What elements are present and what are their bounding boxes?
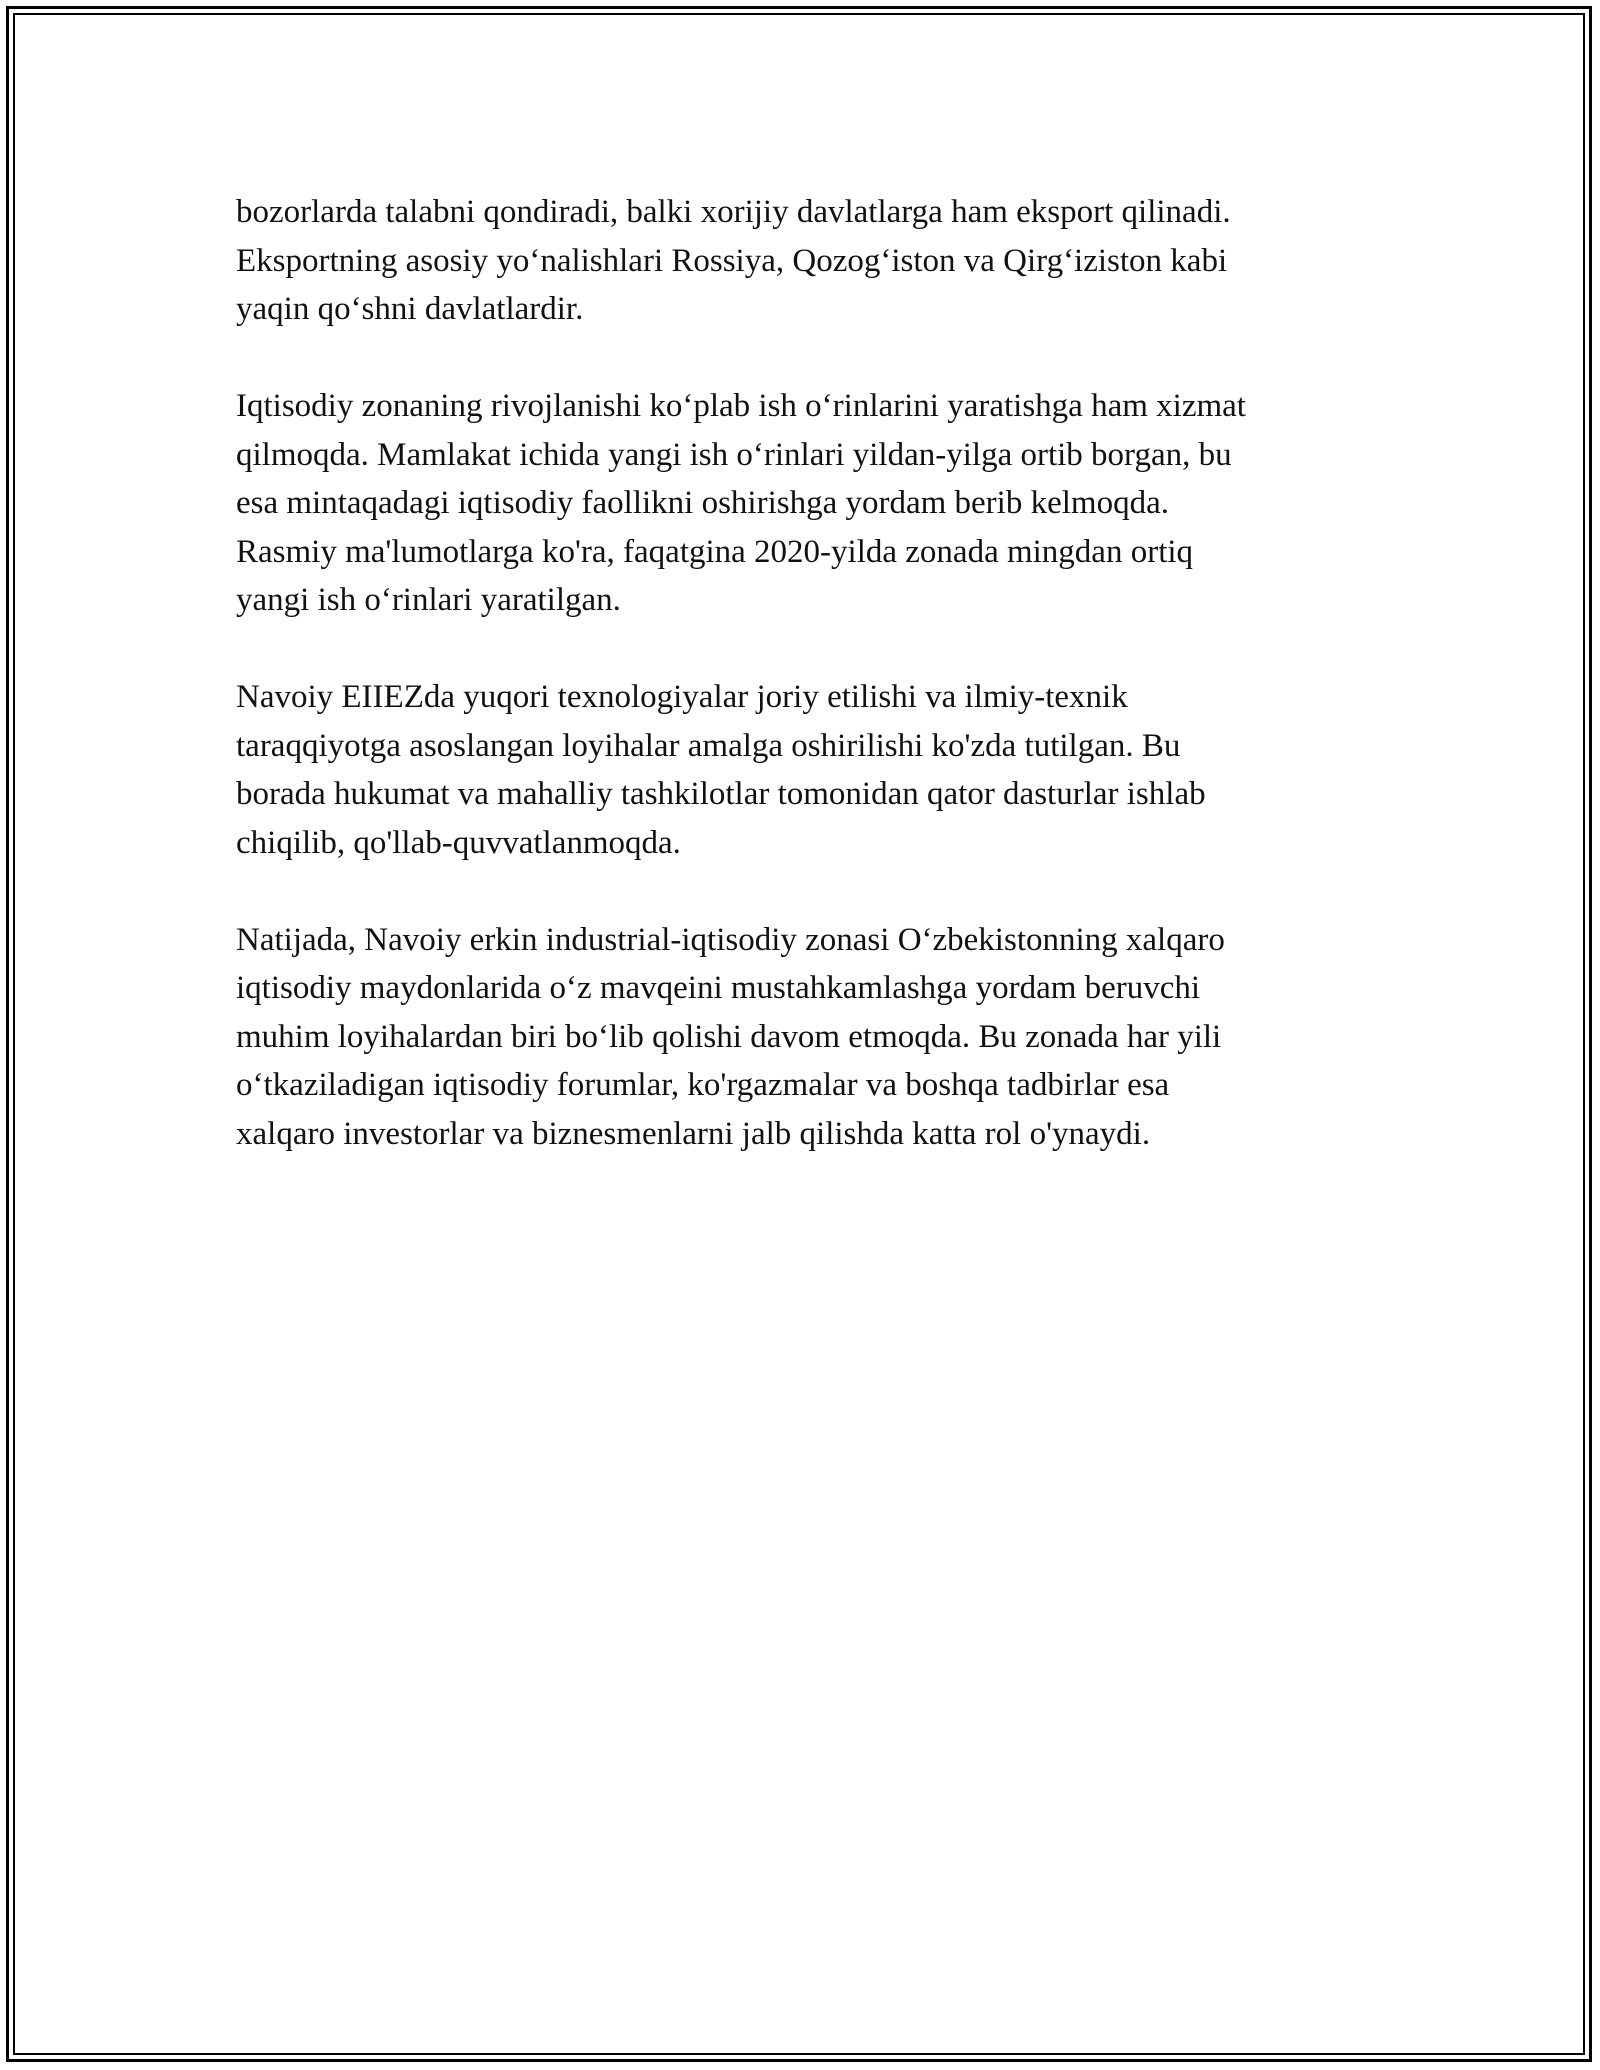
text-line: yangi ish o‘rinlari yaratilgan. [236,582,621,618]
text-line: Eksportning asosiy yo‘nalishlari Rossiya, Qozog‘iston va Qirg‘iziston kabi [236,242,1228,279]
text-line: yaqin qo‘shni davlatlardir. [236,291,584,327]
text-line: borada hukumat va mahalliy tashkilotlar tomonidan qator dasturlar ishlab [236,776,1206,812]
paragraph-exports [236,188,1366,334]
document-body [236,188,1366,1207]
text-line: Rasmiy ma'lumotlarga ko'ra, faqatgina 2020-yilda zonada mingdan ortiq [236,533,1194,570]
paragraph-conclusion [236,916,1366,1159]
text-line: taraqqiyotga asoslangan loyihalar amalga oshirilishi ko'zda tutilgan. Bu [236,727,1181,764]
text-line: iqtisodiy maydonlarida o‘z mavqeini mustahkamlashga yordam beruvchi [236,970,1201,1006]
paragraph-jobs [236,382,1366,625]
paragraph-technology [236,673,1366,867]
text-line: chiqilib, qo'llab-quvvatlanmoqda. [236,824,681,861]
text-line: Natijada, Navoiy erkin industrial-iqtisodiy zonasi O‘zbekistonning xalqaro [236,921,1225,958]
text-line: Navoiy EIIEZda yuqori texnologiyalar joriy etilishi va ilmiy-texnik [236,679,1128,715]
text-line: muhim loyihalardan biri bo‘lib qolishi davom etmoqda. Bu zonada har yili [236,1018,1222,1055]
text-line: xalqaro investorlar va biznesmenlarni jalb qilishda katta rol o'ynaydi. [236,1115,1151,1152]
text-line: bozorlarda talabni qondiradi, balki xorijiy davlatlarga ham eksport qilinadi. [236,194,1231,230]
text-line: qilmoqda. Mamlakat ichida yangi ish o‘rinlari yildan-yilga ortib borgan, bu [236,436,1232,473]
text-line: esa mintaqadagi iqtisodiy faollikni oshirishga yordam berib kelmoqda. [236,485,1169,521]
text-line: o‘tkaziladigan iqtisodiy forumlar, ko'rgazmalar va boshqa tadbirlar esa [236,1067,1170,1103]
text-line: Iqtisodiy zonaning rivojlanishi ko‘plab ish o‘rinlarini yaratishga ham xizmat [236,388,1246,424]
